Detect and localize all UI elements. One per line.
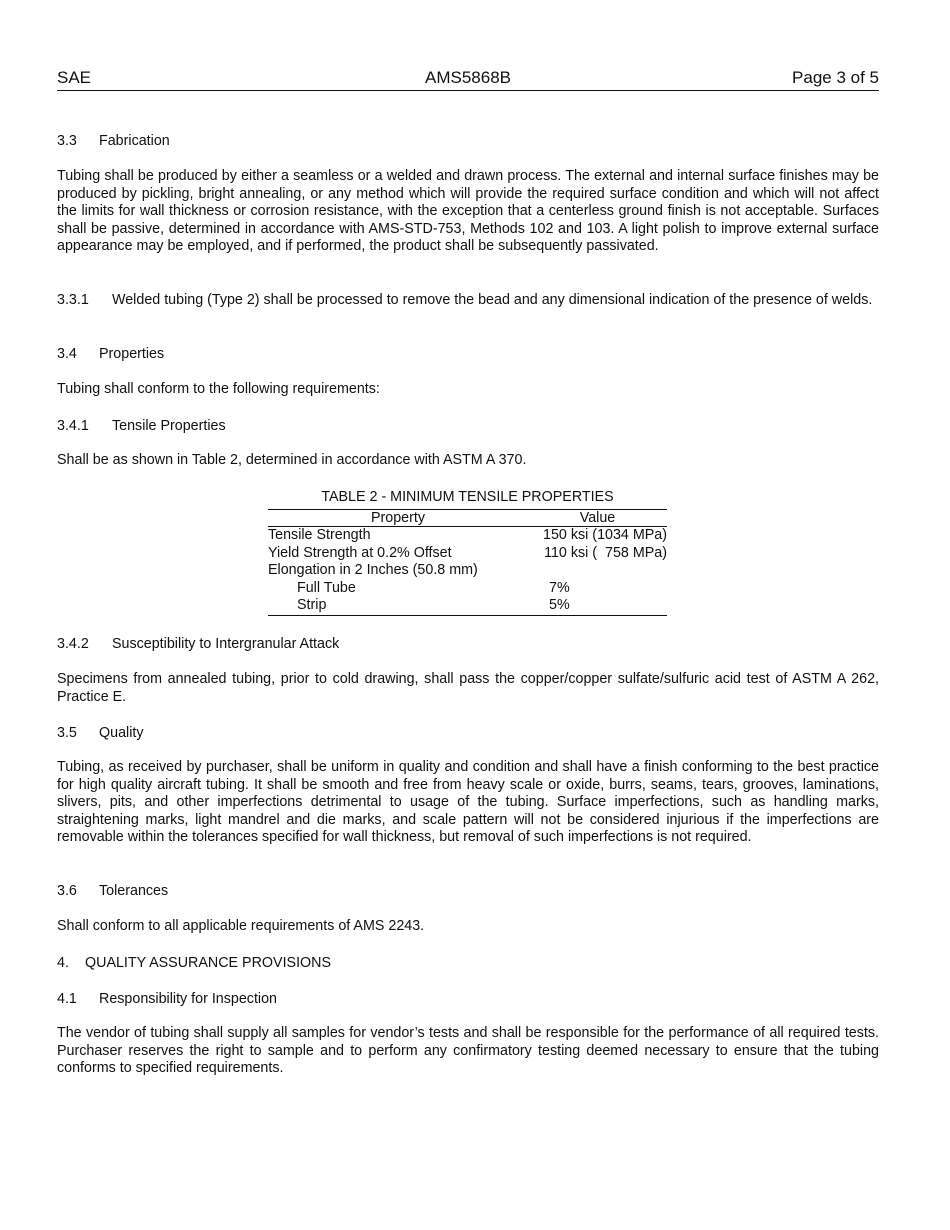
table-row — [268, 597, 667, 615]
cell-property: Full Tube — [297, 579, 356, 596]
section-3-6-body: Shall conform to all applicable requirements of AMS 2243. — [57, 918, 425, 934]
cell-property: Elongation in 2 Inches (50.8 mm) — [268, 562, 478, 579]
header-page-number: Page 3 of 5 — [792, 68, 879, 87]
header-doc-number: AMS5868B — [425, 68, 511, 87]
section-3-4-2-body: Specimens from annealed tubing, prior to cold drawing, shall pass the copper/copper sulfate/sulfuric acid test of ASTM A 262, Practice E. — [57, 671, 879, 705]
table-row — [268, 580, 667, 598]
table-row — [268, 562, 667, 580]
column-header-property: Property — [370, 510, 426, 526]
section-3-4-heading: 3.4 Properties — [57, 346, 165, 362]
section-3-4-2-heading: 3.4.2 Susceptibility to Intergranular Attack — [57, 636, 340, 652]
section-3-6-heading: 3.6 Tolerances — [57, 883, 169, 899]
section-4-1-heading: 4.1 Responsibility for Inspection — [57, 991, 278, 1007]
section-3-5-body: Tubing, as received by purchaser, shall be uniform in quality and condition and shall have a finish conforming to the best practice for high quality aircraft tubing. It shall be smooth and free from heavy scale or oxide, burrs, seams, tears, grooves, laminations, slivers, pits, and other imperfections detrimental to usage of the tubing. Surface imperfections, such as handling marks, straightening marks, light mandrel and die marks, and scale pattern will not be considered injurious if the imperfections are removable within the tolerances specified for wall thickness, but removal of such imperfections is not required. — [57, 759, 879, 846]
cell-value — [528, 562, 667, 580]
cell-value: 150 ksi (1034 MPa) — [543, 527, 667, 543]
section-3-3-body: Tubing shall be produced by either a seamless or a welded and drawn process. The external and internal surface finishes may be produced by pickling, bright annealing, or any method which will provide the required surface condition and which will not affect the limits for wall thickness or corrosion resistance, with the exception that a centerless ground finish is not acceptable. Surfaces shall be passive, determined in accordance with AMS-STD-753, Methods 102 and 103. A light polish to improve external surface appearance may be employed, and if performed, the product shall be subsequently passivated. — [57, 168, 879, 255]
section-4-heading: 4. QUALITY ASSURANCE PROVISIONS — [57, 955, 332, 971]
cell-value: 5% — [549, 597, 570, 614]
page-header — [57, 68, 879, 91]
table-2 — [268, 488, 667, 616]
section-3-4-body: Tubing shall conform to the following requirements: — [57, 381, 380, 397]
section-3-3-1: 3.3.1 Welded tubing (Type 2) shall be processed to remove the bead and any dimensional indication of the presence of welds. — [57, 292, 873, 308]
cell-property: Yield Strength at 0.2% Offset — [268, 544, 452, 561]
table-row — [268, 545, 667, 563]
section-3-5-heading: 3.5 Quality — [57, 725, 144, 741]
column-header-value: Value — [579, 510, 616, 526]
section-4-1-body: The vendor of tubing shall supply all samples for vendor’s tests and shall be responsible for the performance of all required tests. Purchaser reserves the right to sample and to perform any confirmatory testing deemed necessary to ensure that the tubing conforms to specified requirements. — [57, 1025, 879, 1077]
header-org: SAE — [57, 68, 92, 87]
section-3-3-heading: 3.3 Fabrication — [57, 133, 170, 149]
tensile-table — [268, 509, 667, 616]
table-header-row — [268, 510, 667, 527]
cell-property: Strip — [297, 597, 327, 614]
section-3-4-1-heading: 3.4.1 Tensile Properties — [57, 418, 226, 434]
table-row — [268, 527, 667, 545]
cell-value: 110 ksi ( 758 MPa) — [544, 544, 667, 561]
section-3-4-1-body: Shall be as shown in Table 2, determined in accordance with ASTM A 370. — [57, 452, 527, 468]
cell-property: Tensile Strength — [268, 527, 371, 543]
document-page — [57, 68, 879, 91]
cell-value: 7% — [549, 579, 570, 596]
table-title: TABLE 2 - MINIMUM TENSILE PROPERTIES — [321, 489, 614, 505]
